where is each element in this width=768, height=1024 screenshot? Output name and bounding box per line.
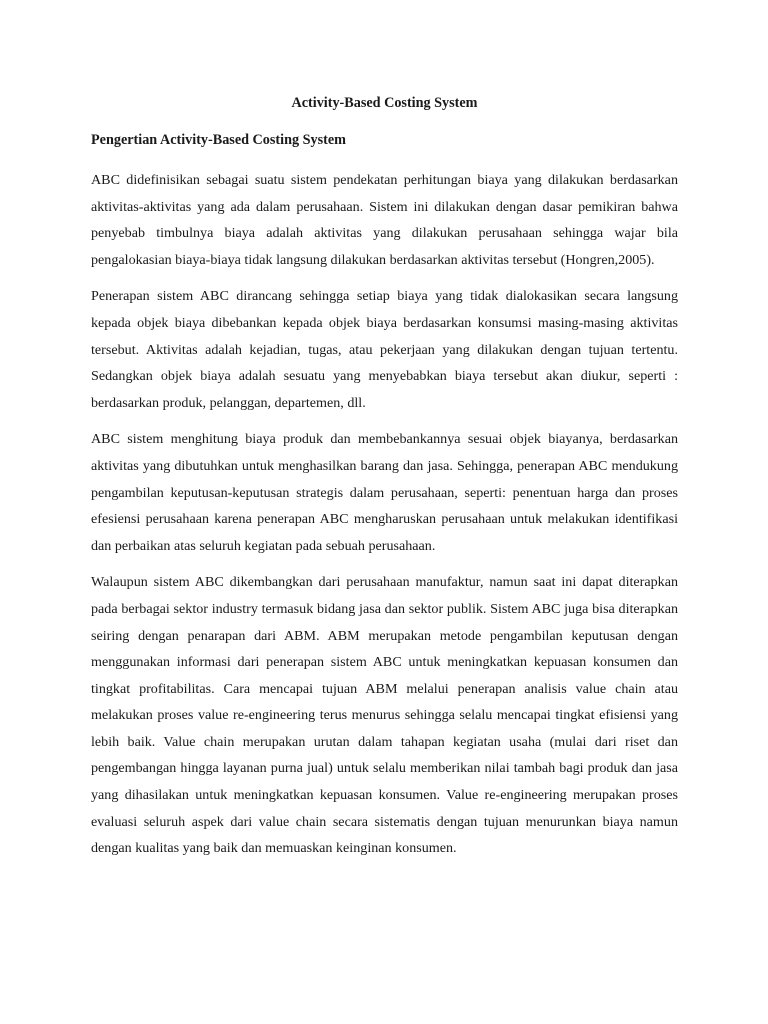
document-body (91, 93, 678, 862)
section-heading: Pengertian Activity-Based Costing System (91, 132, 346, 148)
paragraph-abc-abm-value-chain: Walaupun sistem ABC dikembangkan dari perusahaan manufaktur, namun saat ini dapat diterapkan pada berbagai sektor industry termasuk bidang jasa dan sektor publik. Sistem ABC juga bisa diterapkan seiring dengan penarapan dari ABM. ABM merupakan metode pengambilan keputusan dengan menggunakan informasi dari penerapan sistem ABC untuk meningkatkan kepuasan konsumen dan tingkat profitabilitas. Cara mencapai tujuan ABM melalui penerapan analisis value chain atau melakukan proses value re-engineering terus menurus sehingga selalu mencapai tingkat efisiensi yang lebih baik. Value chain merupakan urutan dalam tahapan kegiatan usaha (mulai dari riset dan pengembangan hingga layanan purna jual) untuk selalu memberikan nilai tambah bagi produk dan jasa yang dihasilakan untuk meningkatkan kepuasan konsumen. Value re-engineering merupakan proses evaluasi seluruh aspek dari value chain secara sistematis dengan tujuan menurunkan biaya namun dengan kualitas yang baik dan memuaskan keinginan konsumen. (91, 574, 678, 857)
paragraph-abc-definition: ABC didefinisikan sebagai suatu sistem pendekatan perhitungan biaya yang dilakukan berdasarkan aktivitas-aktivitas yang ada dalam perusahaan. Sistem ini dilakukan dengan dasar pemikiran bahwa penyebab timbulnya biaya adalah aktivitas yang dilakukan perusahaan sehingga wajar bila pengalokasian biaya-biaya tidak langsung dilakukan berdasarkan aktivitas tersebut (Hongren,2005). (91, 172, 678, 268)
document-title: Activity-Based Costing System (291, 95, 478, 111)
paragraph-abc-cost-calculation: ABC sistem menghitung biaya produk dan membebankannya sesuai objek biayanya, berdasarkan aktivitas yang dibutuhkan untuk menghasilkan barang dan jasa. Sehingga, penerapan ABC mendukung pengambilan keputusan-keputusan strategis dalam perusahaan, seperti: penentuan harga dan proses efesiensi perusahaan karena penerapan ABC mengharuskan perusahaan untuk melakukan identifikasi dan perbaikan atas seluruh kegiatan pada sebuah perusahaan. (91, 431, 678, 554)
paragraph-abc-implementation: Penerapan sistem ABC dirancang sehingga setiap biaya yang tidak dialokasikan secara langsung kepada objek biaya dibebankan kepada objek biaya berdasarkan konsumsi masing-masing aktivitas tersebut. Aktivitas adalah kejadian, tugas, atau pekerjaan yang dilakukan dengan tujuan tertentu. Sedangkan objek biaya adalah sesuatu yang menyebabkan biaya tersebut akan diukur, seperti : berdasarkan produk, pelanggan, departemen, dll. (91, 288, 678, 411)
